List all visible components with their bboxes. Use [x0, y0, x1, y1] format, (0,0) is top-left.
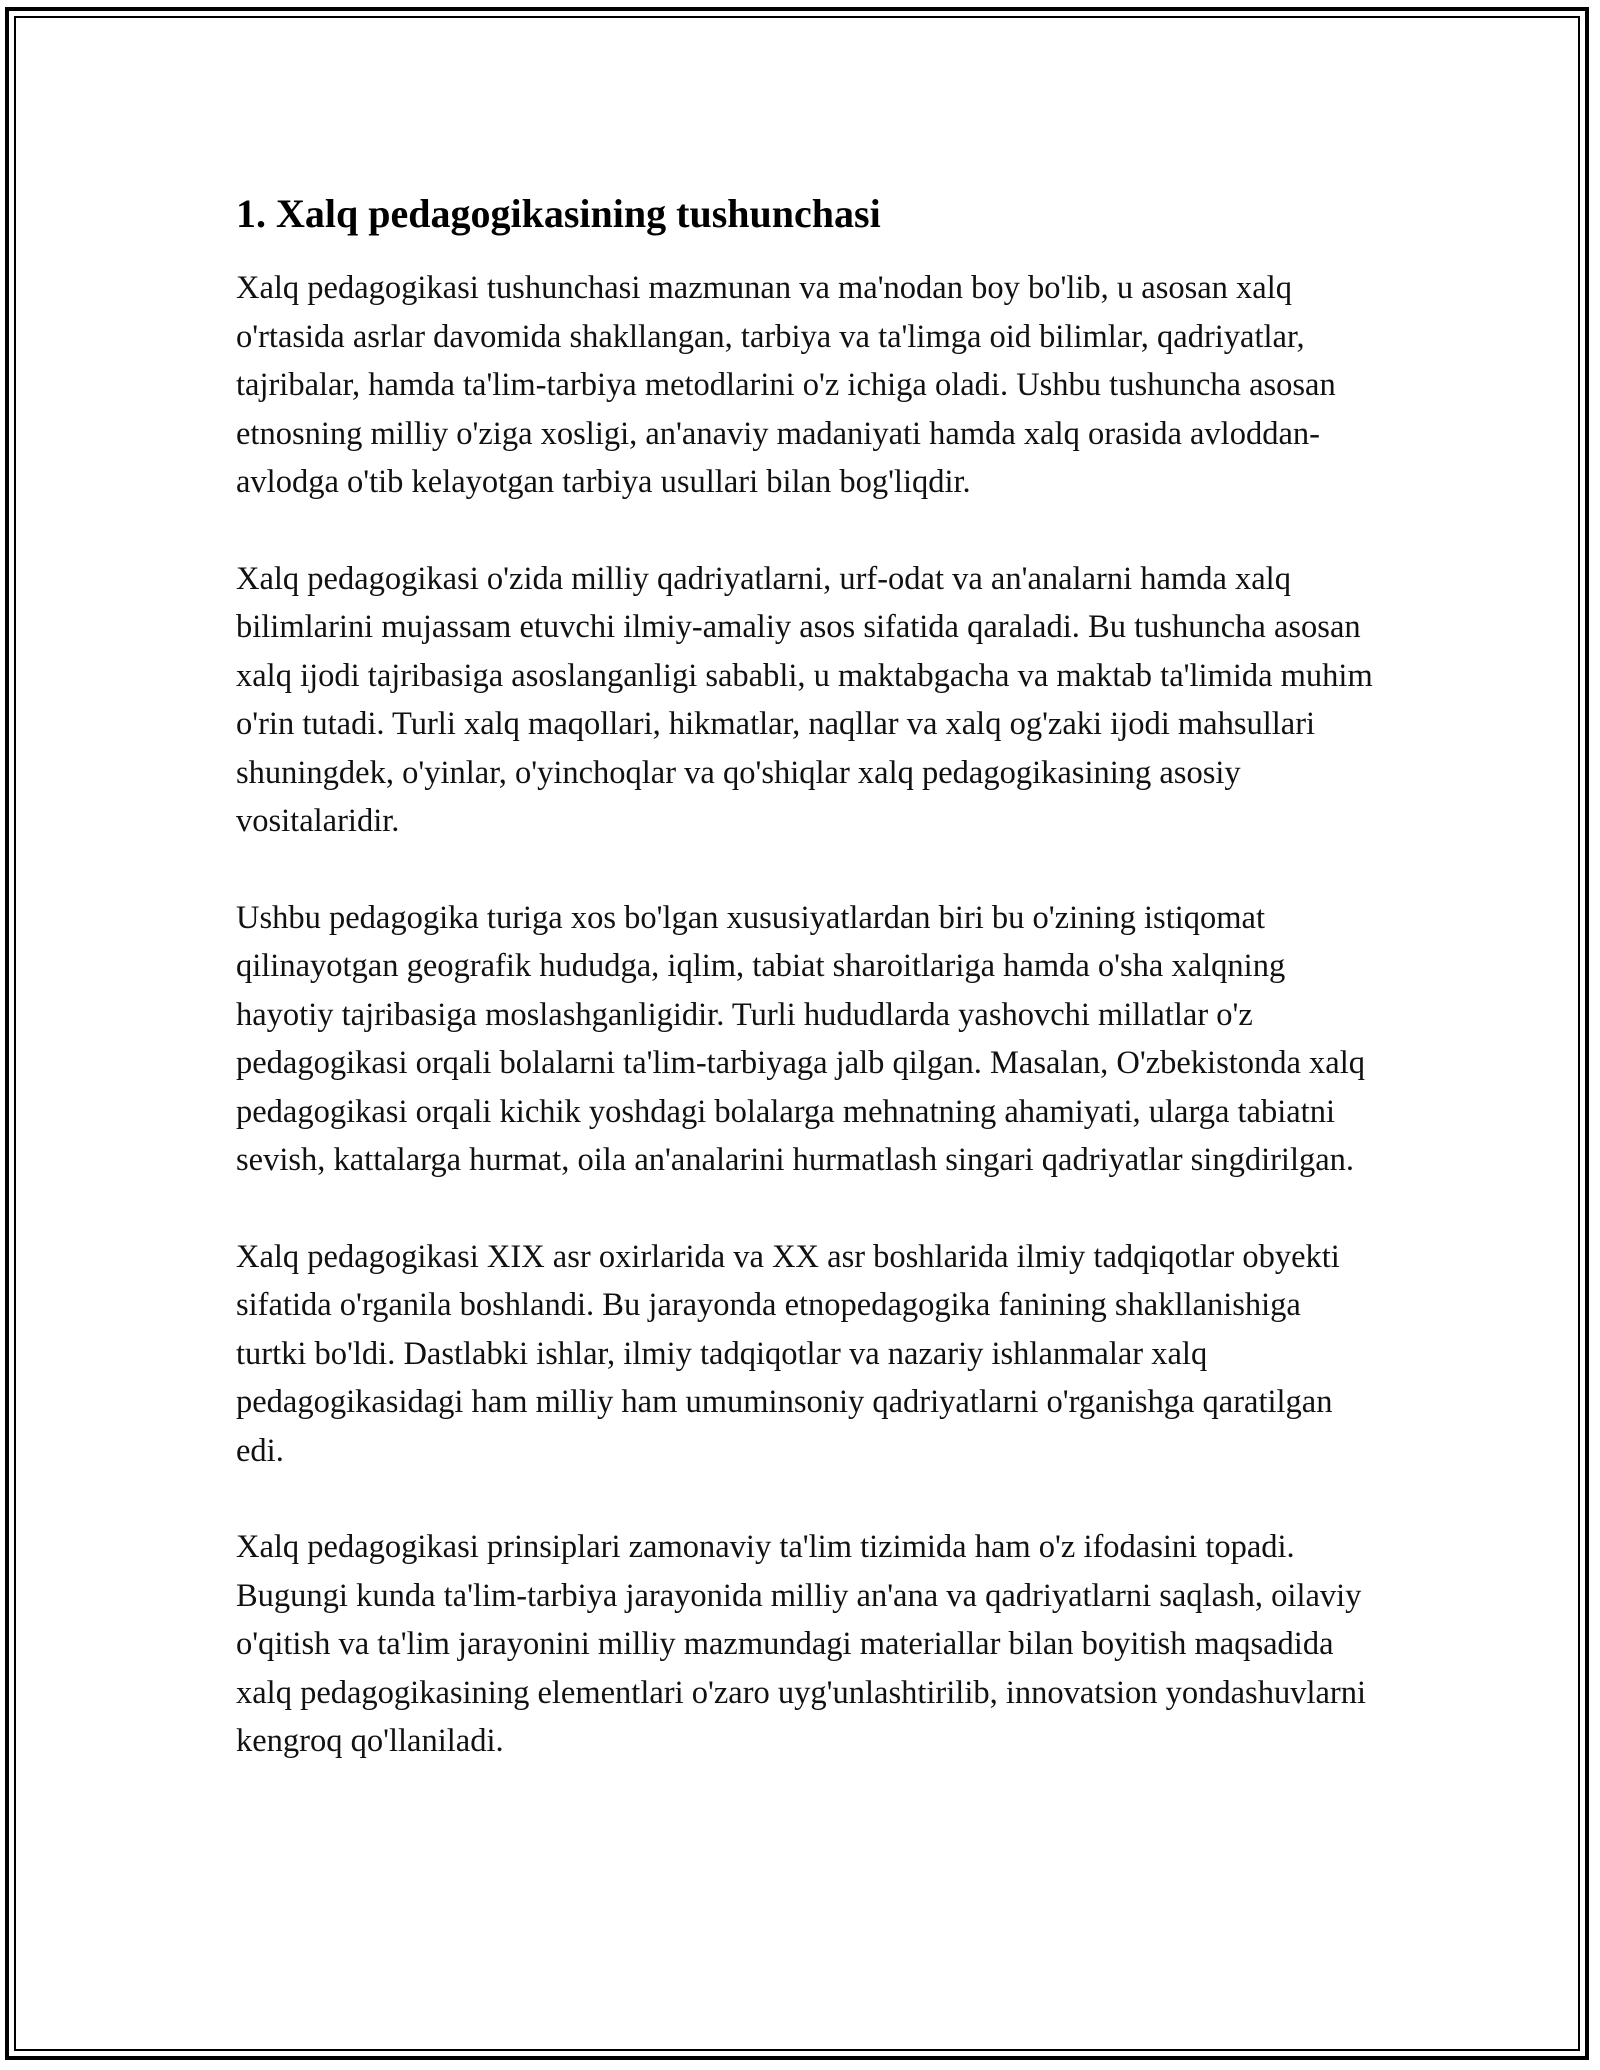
section-heading: 1. Xalq pedagogikasining tushunchasi	[236, 191, 881, 236]
paragraph-values: Xalq pedagogikasi o'zida milliy qadriyatlarni, urf-odat va an'analarni hamda xalq bilimlarini mujassam etuvchi ilmiy-amaliy asos sifatida qaraladi. Bu tushuncha asosan xalq ijodi tajribasiga asoslanganligi sababli, u maktabgacha va maktab ta'limida muhim o'rin tutadi. Turli xalq maqollari, hikmatlar, naqllar va xalq og'zaki ijodi mahsullari shuningdek, o'yinlar, o'yinchoqlar va qo'shiqlar xalq pedagogikasining asosiy vositalaridir.	[236, 560, 1373, 839]
document-body	[236, 186, 1376, 1814]
paragraph-definition: Xalq pedagogikasi tushunchasi mazmunan va ma'nodan boy bo'lib, u asosan xalq o'rtasida asrlar davomida shakllangan, tarbiya va ta'limga oid bilimlar, qadriyatlar, tajribalar, hamda ta'lim-tarbiya metodlarini o'z ichiga oladi. Ushbu tushuncha asosan etnosning milliy o'ziga xosligi, an'anaviy madaniyati hamda xalq orasida avloddan-avlodga o'tib kelayotgan tarbiya usullari bilan bog'liqdir.	[236, 270, 1336, 500]
paragraph-modern-principles: Xalq pedagogikasi prinsiplari zamonaviy ta'lim tizimida ham o'z ifodasini topadi. Bugungi kunda ta'lim-tarbiya jarayonida milliy an'ana va qadriyatlarni saqlash, oilaviy o'qitish va ta'lim jarayonini milliy mazmundagi materiallar bilan boyitish maqsadida xalq pedagogikasining elementlari o'zaro uyg'unlashtirilib, innovatsion yondashuvlarni kengroq qo'llaniladi.	[236, 1529, 1367, 1759]
paragraph-history: Xalq pedagogikasi XIX asr oxirlarida va XX asr boshlarida ilmiy tadqiqotlar obyekti sifatida o'rganila boshlandi. Bu jarayonda etnopedagogika fanining shakllanishiga turtki bo'ldi. Dastlabki ishlar, ilmiy tadqiqotlar va nazariy ishlanmalar xalq pedagogikasidagi ham milliy ham umuminsoniy qadriyatlarni o'rganishga qaratilgan edi.	[236, 1238, 1340, 1469]
paragraph-adaptation: Ushbu pedagogika turiga xos bo'lgan xususiyatlardan biri bu o'zining istiqomat qilinayotgan geografik hududga, iqlim, tabiat sharoitlariga hamda o'sha xalqning hayotiy tajribasiga moslashganligidir. Turli hududlarda yashovchi millatlar o'z pedagogikasi orqali bolalarni ta'lim-tarbiyaga jalb qilgan. Masalan, O'zbekistonda xalq pedagogikasi orqali kichik yoshdagi bolalarga mehnatning ahamiyati, ularga tabiatni sevish, kattalarga hurmat, oila an'analarini hurmatlash singari qadriyatlar singdirilgan.	[236, 899, 1366, 1178]
